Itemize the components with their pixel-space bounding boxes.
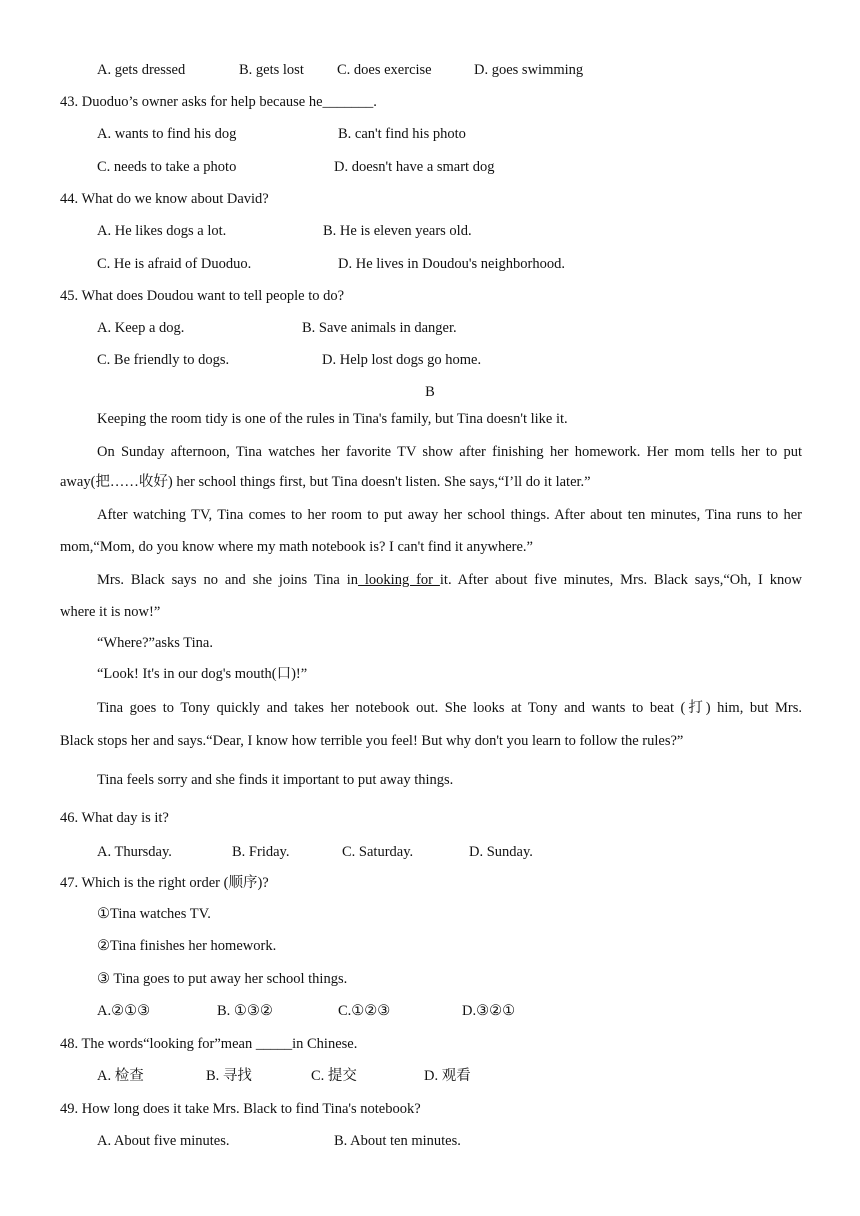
q47-option-c: C.①②③ bbox=[338, 1003, 391, 1019]
q46-option-d: D. Sunday. bbox=[469, 844, 533, 860]
q46-option-b: B. Friday. bbox=[232, 844, 290, 860]
q45-option-b: B. Save animals in danger. bbox=[302, 320, 457, 336]
q48-option-c: C. 提交 bbox=[311, 1068, 357, 1084]
q46-option-a: A. Thursday. bbox=[97, 844, 172, 860]
q48-stem: 48. The words“looking for”mean _____in Chinese. bbox=[60, 1036, 358, 1052]
q42-option-b: B. gets lost bbox=[239, 62, 304, 78]
q49-option-b: B. About ten minutes. bbox=[334, 1133, 461, 1149]
q44-option-c: C. He is afraid of Duoduo. bbox=[97, 256, 252, 272]
passage-paragraph-1: Keeping the room tidy is one of the rules in Tina's family, but Tina doesn't like it. bbox=[97, 411, 568, 427]
q43-option-a: A. wants to find his dog bbox=[97, 126, 237, 142]
q47-option-d: D.③②① bbox=[462, 1003, 516, 1019]
q43-option-d: D. doesn't have a smart dog bbox=[334, 159, 495, 175]
passage-paragraph-5: “Where?”asks Tina. bbox=[97, 635, 213, 651]
passage-paragraph-3-line-1: After watching TV, Tina comes to her room to put away her school things. After about ten minutes, Tina runs to her bbox=[97, 507, 802, 523]
q48-option-b: B. 寻找 bbox=[206, 1068, 252, 1084]
passage-paragraph-7-line-1: Tina goes to Tony quickly and takes her notebook out. She looks at Tony and wants to beat (打) him, but Mrs. bbox=[97, 700, 802, 716]
q47-option-b: B. ①③② bbox=[217, 1003, 273, 1019]
q45-stem: 45. What does Doudou want to tell people to do? bbox=[60, 288, 345, 304]
q46-option-c: C. Saturday. bbox=[342, 844, 414, 860]
passage-paragraph-3-line-2: mom,“Mom, do you know where my math notebook is? I can't find it anywhere.” bbox=[60, 539, 533, 555]
passage-paragraph-8: Tina feels sorry and she finds it important to put away things. bbox=[97, 772, 454, 788]
q47-item-1: ①Tina watches TV. bbox=[97, 906, 211, 922]
q42-option-c: C. does exercise bbox=[337, 62, 432, 78]
q47-option-a: A.②①③ bbox=[97, 1003, 151, 1019]
underlined-phrase: looking for bbox=[358, 572, 440, 588]
p4-text-post: it. After about five minutes, Mrs. Black says,“Oh, I know bbox=[439, 572, 802, 588]
q43-option-c: C. needs to take a photo bbox=[97, 159, 237, 175]
passage-paragraph-4-line-1 bbox=[97, 573, 802, 588]
q44-option-a: A. He likes dogs a lot. bbox=[97, 223, 227, 239]
passage-paragraph-2-line-1: On Sunday afternoon, Tina watches her favorite TV show after finishing her homework. Her mom tells her to put bbox=[97, 444, 802, 460]
passage-paragraph-6: “Look! It's in our dog's mouth(口)!” bbox=[97, 666, 308, 682]
p4-text-pre: Mrs. Black says no and she joins Tina in bbox=[97, 572, 358, 588]
passage-paragraph-2-line-2: away(把……收好) her school things first, but Tina doesn't listen. She says,“I’ll do it later.” bbox=[60, 474, 591, 490]
q42-option-a: A. gets dressed bbox=[97, 62, 186, 78]
q44-option-d: D. He lives in Doudou's neighborhood. bbox=[338, 256, 565, 272]
q46-stem: 46. What day is it? bbox=[60, 810, 169, 826]
q44-option-b: B. He is eleven years old. bbox=[323, 223, 472, 239]
q49-option-a: A. About five minutes. bbox=[97, 1133, 230, 1149]
q48-option-d: D. 观看 bbox=[424, 1068, 471, 1084]
passage-heading: B bbox=[425, 384, 435, 400]
q47-item-3: ③ Tina goes to put away her school things. bbox=[97, 971, 348, 987]
q45-option-c: C. Be friendly to dogs. bbox=[97, 352, 230, 368]
q45-option-a: A. Keep a dog. bbox=[97, 320, 185, 336]
q48-option-a: A. 检查 bbox=[97, 1068, 144, 1084]
q42-option-d: D. goes swimming bbox=[474, 62, 584, 78]
passage-paragraph-7-line-2: Black stops her and says.“Dear, I know how terrible you feel! But why don't you learn to follow the rules?” bbox=[60, 733, 684, 749]
q45-option-d: D. Help lost dogs go home. bbox=[322, 352, 482, 368]
q49-stem: 49. How long does it take Mrs. Black to find Tina's notebook? bbox=[60, 1101, 421, 1117]
q47-stem: 47. Which is the right order (顺序)? bbox=[60, 875, 269, 891]
q44-stem: 44. What do we know about David? bbox=[60, 191, 269, 207]
q43-option-b: B. can't find his photo bbox=[338, 126, 466, 142]
q47-item-2: ②Tina finishes her homework. bbox=[97, 938, 277, 954]
passage-paragraph-4-line-2: where it is now!” bbox=[60, 604, 161, 620]
q43-stem: 43. Duoduo’s owner asks for help because he_______. bbox=[60, 94, 377, 110]
